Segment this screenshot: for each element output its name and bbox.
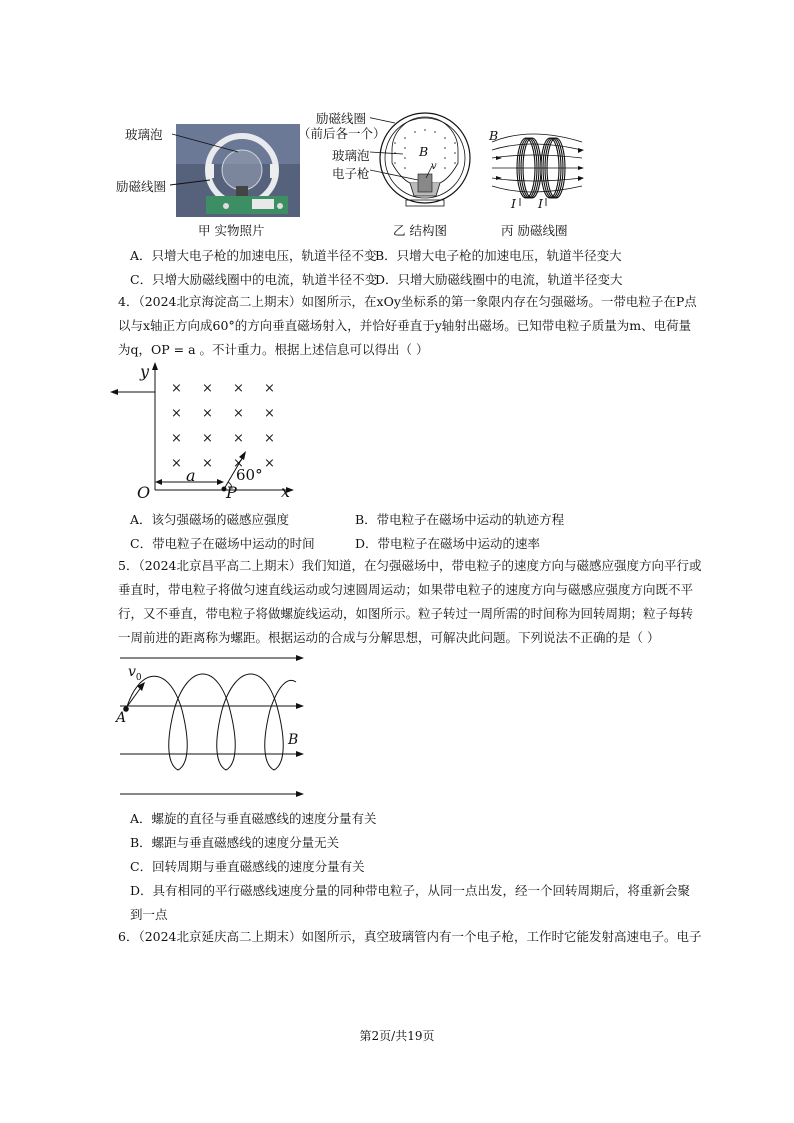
q5-label-v: $v_0$ [128, 664, 142, 683]
q3-option-b[interactable]: B．只增大电子枪的加速电压，轨道半径变大 [375, 248, 622, 263]
q4-label-P: P [226, 483, 237, 502]
yi-label-coil: 励磁线圈 [316, 111, 367, 126]
q4-line-3: 为q，OP = a 。不计重力。根据上述信息可以得出（ ） [118, 342, 429, 357]
yi-label-gun: 电子枪 [332, 166, 370, 181]
q5-option-d[interactable]: D．具有相同的平行磁感线速度分量的同种带电粒子，从同一点出发，经一个回转周期后，将重新会聚 [130, 883, 691, 898]
q5-option-c[interactable]: C．回转周期与垂直磁感线的速度分量有关 [130, 859, 365, 874]
q4-label-O: O [137, 483, 151, 502]
q4-cross-r3c3: × [233, 431, 244, 446]
q5-line-4: 一周前进的距离称为螺距。根据运动的合成与分解思想，可解决此问题。下列说法不正确的是（ ） [118, 630, 660, 645]
yi-label-coil-note: （前后各一个） [298, 126, 386, 141]
jia-label-coil: 励磁线圈 [116, 179, 167, 194]
yi-label-B: B [419, 144, 429, 159]
q4-cross-r1c4: × [264, 381, 275, 396]
q3-option-c[interactable]: C．只增大励磁线圈中的电流，轨道半径不变 [130, 272, 378, 287]
q3-option-d[interactable]: D．只增大励磁线圈中的电流，轨道半径变大 [375, 272, 623, 287]
q4-cross-r1c1: × [171, 381, 182, 396]
q5-option-d-cont: 到一点 [130, 907, 168, 922]
q4-label-a: a [186, 466, 196, 485]
q4-cross-r4c1: × [171, 456, 182, 471]
q4-cross-r1c2: × [202, 381, 213, 396]
q5-option-a[interactable]: A．螺旋的直径与垂直磁感线的速度分量有关 [130, 811, 377, 826]
yi-caption: 乙 结构图 [393, 223, 447, 238]
bing-caption: 丙 励磁线圈 [501, 223, 568, 238]
q3-option-a[interactable]: A．只增大电子枪的加速电压，轨道半径不变 [130, 248, 377, 263]
q4-line-1: 4．（2024北京海淀高二上期末）如图所示，在xOy坐标系的第一象限内存在匀强磁场。一带电粒子在P点 [118, 294, 697, 309]
yi-label-glass: 玻璃泡 [332, 148, 370, 163]
q4-option-a[interactable]: A．该匀强磁场的磁感应强度 [130, 512, 290, 527]
q5-line-2: 垂直时，带电粒子将做匀速直线运动或匀速圆周运动；如果带电粒子的速度方向与磁感应强度方向既不平 [118, 582, 694, 597]
page-footer: 第2页/共19页 [359, 1029, 435, 1043]
q4-cross-r2c4: × [264, 406, 275, 421]
q4-label-angle: 60° [236, 466, 263, 484]
q4-cross-r2c1: × [171, 406, 182, 421]
bing-label-I2: I [538, 196, 543, 211]
q4-cross-r4c3: × [233, 456, 244, 471]
q4-label-y: y [140, 362, 150, 381]
q4-option-d[interactable]: D．带电粒子在磁场中运动的速率 [355, 536, 541, 551]
jia-caption: 甲 实物照片 [198, 223, 265, 238]
q4-cross-r3c4: × [264, 431, 275, 446]
q5-option-b[interactable]: B．螺距与垂直磁感线的速度分量无关 [130, 835, 340, 850]
jia-leader-lines [160, 128, 250, 198]
q4-cross-r2c3: × [233, 406, 244, 421]
q4-line-2: 以与x轴正方向成60°的方向垂直磁场射入，并恰好垂直于y轴射出磁场。已知带电粒子质量为m、电荷量 [118, 318, 692, 333]
yi-label-v: v [431, 161, 437, 172]
q4-label-x: x [281, 482, 291, 501]
q4-cross-r2c2: × [202, 406, 213, 421]
jia-label-glass: 玻璃泡 [125, 127, 163, 142]
q4-cross-r1c3: × [233, 381, 244, 396]
q5-line-3: 行，又不垂直，带电粒子将做螺旋线运动，如图所示。粒子转过一周所需的时间称为回转周期；粒子每转 [118, 606, 694, 621]
q4-cross-r3c1: × [171, 431, 182, 446]
q4-option-c[interactable]: C．带电粒子在磁场中运动的时间 [130, 536, 315, 551]
q4-cross-r4c4: × [264, 456, 275, 471]
yi-structure-diagram [370, 108, 480, 218]
q4-cross-r4c2: × [202, 456, 213, 471]
bing-label-I1: I [511, 196, 516, 211]
q5-label-B: B [288, 732, 299, 748]
q6-line-1: 6．（2024北京延庆高二上期末）如图所示，真空玻璃管内有一个电子枪，工作时它能发射高速电子。电子 [118, 929, 702, 944]
bing-label-B: B [489, 128, 499, 143]
q5-line-1: 5．（2024北京昌平高二上期末）我们知道，在匀强磁场中，带电粒子的速度方向与磁感应强度方向平行或 [118, 558, 702, 573]
q4-option-b[interactable]: B．带电粒子在磁场中运动的轨迹方程 [355, 512, 565, 527]
q4-cross-r3c2: × [202, 431, 213, 446]
q5-label-A: A [116, 710, 127, 726]
